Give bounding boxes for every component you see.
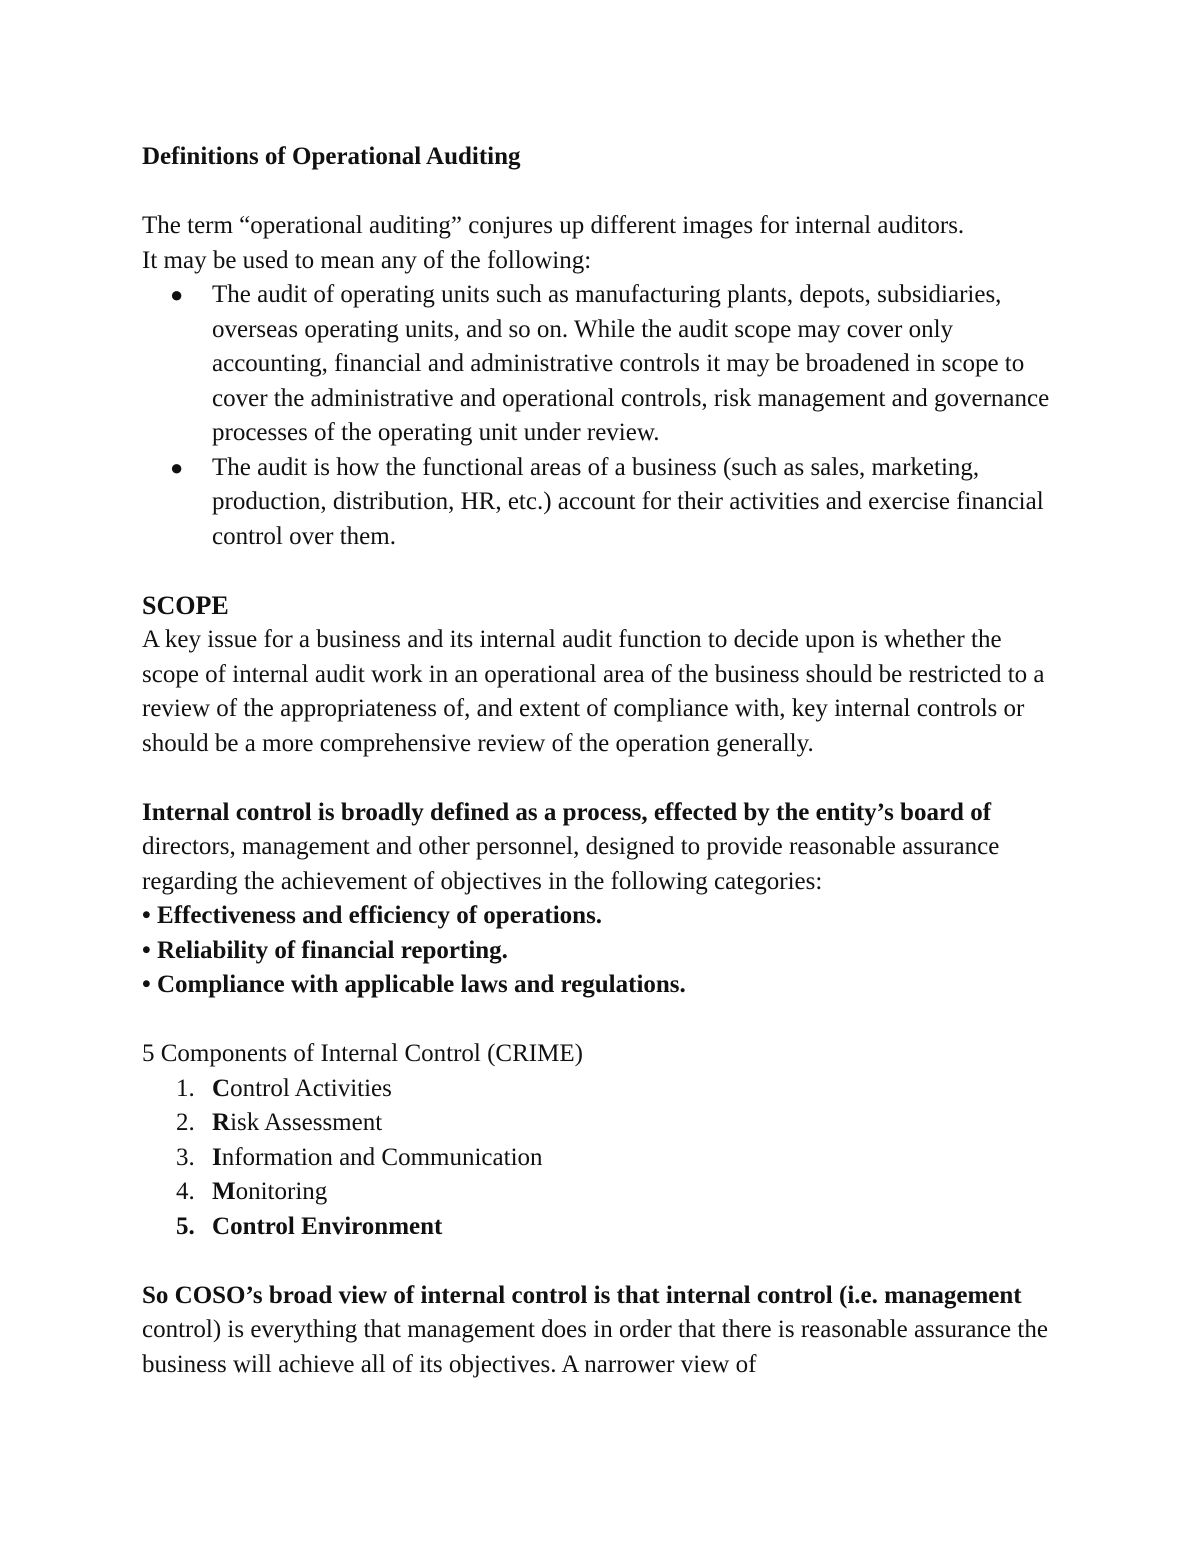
internal-control-rest: directors, management and other personnel, designed to provide reasonable assurance regarding the achievement of objectives in the following categories: (142, 833, 1000, 895)
spacer (142, 554, 1062, 589)
bullet-text: The audit of operating units such as manufacturing plants, depots, subsidiaries, overseas operating units, and so on. While the audit scope may cover only accounting, financial and administrative controls it may be broadened in scope to cover the administrative and operational controls, risk management and governance processes of the operating unit under review. (212, 281, 1050, 446)
bullet-icon: ● (170, 454, 184, 480)
item-initial: I (212, 1143, 222, 1171)
bullet-icon: ● (170, 282, 184, 307)
item-initial: C (212, 1212, 231, 1240)
spacer (142, 175, 1062, 210)
list-item (176, 1175, 1062, 1210)
bullet-text: The audit is how the functional areas of a business (such as sales, marketing, production, distribution, HR, etc.) account for their activities and exercise financial control over them. (212, 453, 1044, 550)
item-text: nformation and Communication (221, 1143, 543, 1171)
components-list (142, 1072, 1062, 1245)
category-item: • Compliance with applicable laws and regulations. (142, 971, 686, 998)
item-text: onitoring (235, 1178, 328, 1205)
intro-line-2: It may be used to mean any of the following: (142, 246, 592, 274)
item-initial: R (212, 1109, 231, 1136)
item-text: ontrol Environment (230, 1212, 443, 1240)
list-item (176, 1106, 1062, 1141)
spacer (142, 1244, 1062, 1279)
list-item (170, 278, 1062, 451)
components-heading: 5 Components of Internal Control (CRIME) (142, 1040, 583, 1067)
intro-paragraph (142, 209, 1062, 278)
item-text: isk Assessment (230, 1109, 383, 1136)
internal-control-lead: Internal control is broadly defined as a process, effected by the entity’s board of (142, 798, 992, 826)
item-text: ontrol Activities (230, 1074, 392, 1102)
scope-heading: SCOPE (142, 590, 229, 620)
list-item (176, 1210, 1062, 1245)
category-item: • Effectiveness and efficiency of operations. (142, 902, 603, 929)
spacer (142, 1003, 1062, 1038)
coso-paragraph (142, 1279, 1062, 1383)
document-page (142, 140, 1062, 1382)
item-number: 5. (176, 1212, 195, 1240)
item-number: 3. (176, 1143, 195, 1171)
list-item (176, 1141, 1062, 1176)
item-initial: M (212, 1178, 236, 1205)
spacer (142, 761, 1062, 796)
list-item (176, 1072, 1062, 1107)
item-number: 4. (176, 1178, 195, 1205)
category-item: • Reliability of financial reporting. (142, 936, 508, 964)
item-number: 2. (176, 1109, 195, 1136)
document-title: Definitions of Operational Auditing (142, 143, 521, 170)
scope-paragraph: A key issue for a business and its internal audit function to decide upon is whether the scope of internal audit work in an operational area of the business should be restricted to a review of the appropriateness of, and extent of compliance with, key internal controls or should be a more comprehensive review of the operation generally. (142, 626, 1045, 757)
coso-lead: So COSO’s broad view of internal control is that internal control (i.e. management (142, 1281, 1022, 1309)
item-initial: C (212, 1074, 231, 1102)
item-number: 1. (176, 1074, 195, 1102)
coso-rest: control) is everything that management does in order that there is reasonable assurance the business will achieve all of its objectives. A narrower view of (142, 1316, 1048, 1378)
intro-line-1: The term “operational auditing” conjures up different images for internal auditors. (142, 212, 965, 239)
definition-list (142, 278, 1062, 554)
internal-control-paragraph (142, 796, 1062, 900)
list-item (170, 451, 1062, 555)
